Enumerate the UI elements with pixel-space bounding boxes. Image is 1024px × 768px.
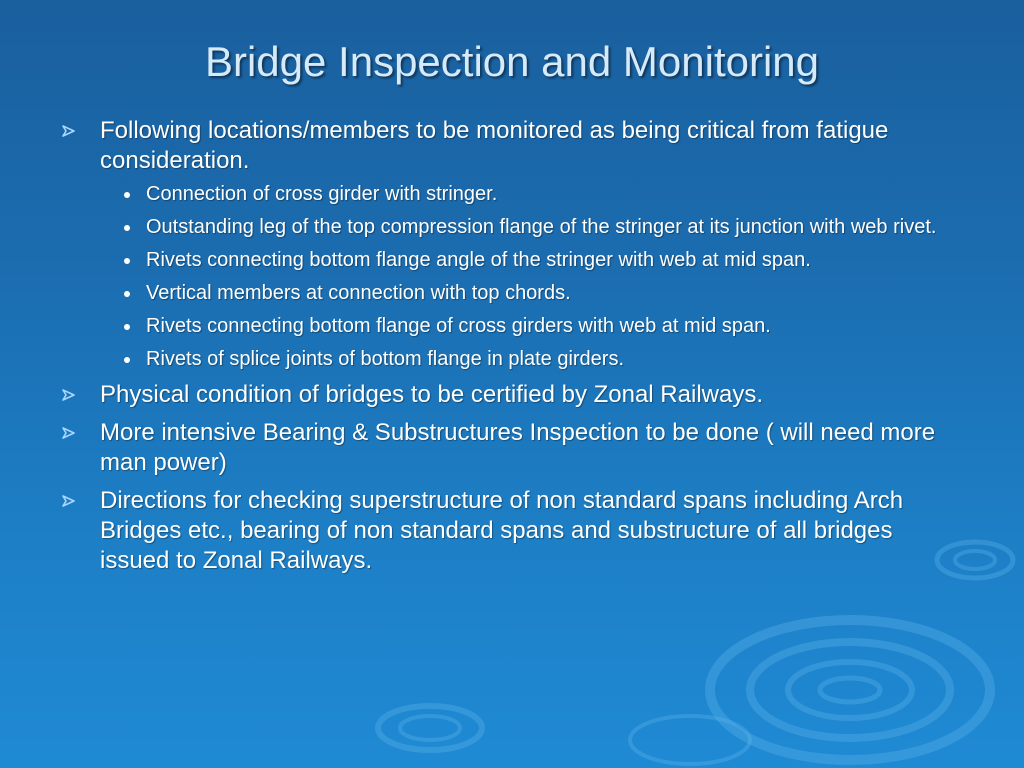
arrow-bullet-icon	[62, 427, 76, 439]
arrow-bullet-icon	[62, 125, 76, 137]
sub-bullet-list	[100, 182, 962, 372]
bullet-item	[62, 418, 962, 478]
arrow-bullet-icon	[62, 389, 76, 401]
sub-bullet-item	[100, 314, 962, 339]
dot-bullet-icon	[124, 357, 130, 363]
dot-bullet-icon	[124, 258, 130, 264]
sub-bullet-text: Rivets connecting bottom flange angle of the stringer with web at mid span.	[146, 249, 811, 271]
sub-bullet-item	[100, 182, 962, 207]
dot-bullet-icon	[124, 291, 130, 297]
dot-bullet-icon	[124, 225, 130, 231]
bullet-text: Physical condition of bridges to be certified by Zonal Railways.	[100, 381, 763, 408]
dot-bullet-icon	[124, 192, 130, 198]
sub-bullet-text: Outstanding leg of the top compression flange of the stringer at its junction with web rivet.	[146, 216, 937, 238]
bullet-list	[62, 116, 962, 584]
sub-bullet-item	[100, 248, 962, 273]
sub-bullet-text: Vertical members at connection with top chords.	[146, 282, 571, 304]
slide-title: Bridge Inspection and Monitoring	[204, 38, 820, 85]
bullet-item	[62, 116, 962, 372]
bullet-item	[62, 486, 962, 576]
bullet-item	[62, 380, 962, 410]
sub-bullet-item	[100, 347, 962, 372]
bullet-text: More intensive Bearing & Substructures Inspection to be done ( will need more man power)	[100, 419, 936, 476]
sub-bullet-item	[100, 215, 962, 240]
bullet-text: Following locations/members to be monitored as being critical from fatigue consideration.	[100, 117, 889, 174]
sub-bullet-text: Rivets of splice joints of bottom flange in plate girders.	[146, 348, 625, 370]
sub-bullet-item	[100, 281, 962, 306]
arrow-bullet-icon	[62, 495, 76, 507]
sub-bullet-text: Connection of cross girder with stringer.	[146, 183, 498, 205]
dot-bullet-icon	[124, 324, 130, 330]
bullet-text: Directions for checking superstructure of non standard spans including Arch Bridges etc., bearing of non standard spans and substructure of all bridges issued to Zonal Railways.	[100, 487, 904, 574]
sub-bullet-text: Rivets connecting bottom flange of cross girders with web at mid span.	[146, 315, 771, 337]
